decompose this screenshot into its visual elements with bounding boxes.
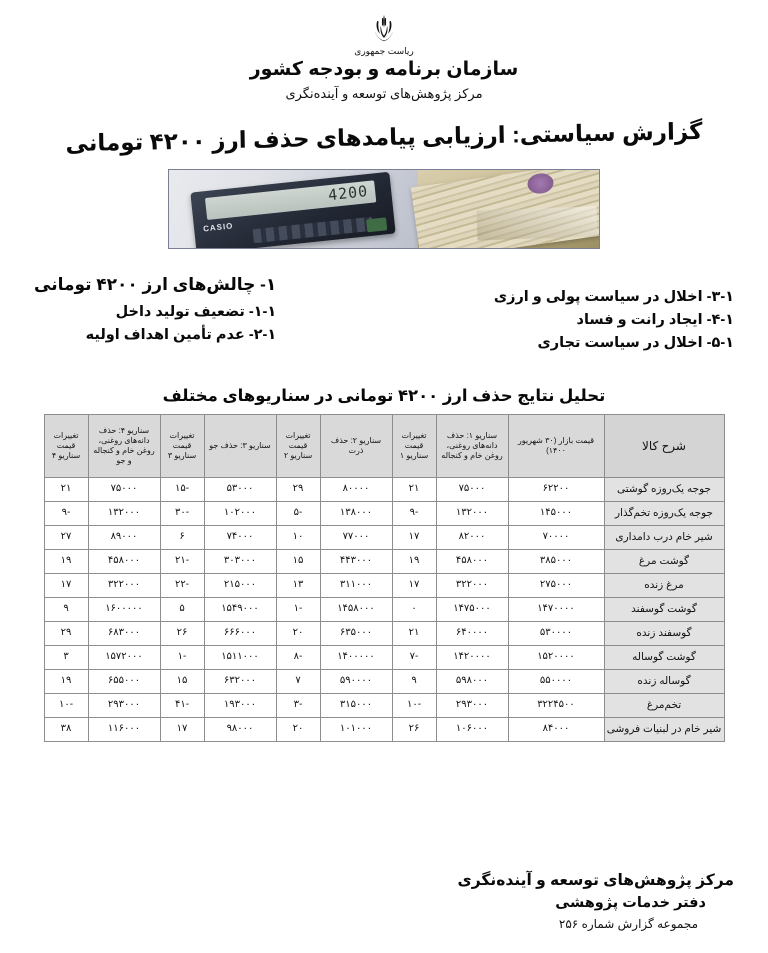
toc-right-column	[34, 275, 276, 350]
toc-item-1-3[interactable]: ۳-۱- اخلال در سیاست پولی و ارزی	[493, 289, 734, 305]
cell-value: ۳۲۲۴۵۰۰	[508, 694, 604, 718]
cell-value: ۵۹۸۰۰۰	[436, 670, 508, 694]
column-header-change-scenario-2: تغییرات قیمت سناریو ۲	[276, 415, 320, 478]
cell-value: ۶۲۲۰۰	[508, 478, 604, 502]
cell-value: ۷۴۰۰۰	[204, 526, 276, 550]
cell-value: ۸۲۰۰۰	[436, 526, 508, 550]
cell-value: ۵	[160, 598, 204, 622]
cell-value: ۳۲۲۰۰۰	[436, 574, 508, 598]
table-row	[44, 646, 724, 670]
footer-center-name: مرکز پژوهش‌های توسعه و آینده‌نگری	[457, 872, 734, 889]
cell-goods-name: جوجه یک‌روزه گوشتی	[604, 478, 724, 502]
cell-value: ۱۵۷۲۰۰۰	[88, 646, 160, 670]
toc-item-1-4[interactable]: ۴-۱- ایجاد رانت و فساد	[576, 312, 734, 328]
banknote-seal-icon	[526, 172, 555, 195]
cell-value: -۸	[276, 646, 320, 670]
cell-value: -۳	[276, 694, 320, 718]
cell-goods-name: شیر خام درب دامداری	[604, 526, 724, 550]
cell-value: ۱۹	[44, 670, 88, 694]
table-title: تحلیل نتایج حذف ارز ۴۲۰۰ تومانی در سناریوهای مختلف	[162, 387, 606, 405]
calculator-equals-key	[366, 217, 387, 232]
cell-value: ۴۴۳۰۰۰	[320, 550, 392, 574]
cell-value: ۲۷	[44, 526, 88, 550]
cell-value: ۱۳	[276, 574, 320, 598]
cell-value: ۱۵	[160, 670, 204, 694]
table-row	[44, 670, 724, 694]
cell-goods-name: جوجه یک‌روزه تخم‌گذار	[604, 502, 724, 526]
cell-value: ۳۲۲۰۰۰	[88, 574, 160, 598]
cell-value: ۹	[392, 670, 436, 694]
cell-value: -۵	[276, 502, 320, 526]
cell-goods-name: شیر خام در لبنیات فروشی	[604, 718, 724, 742]
table-header-row	[44, 415, 724, 478]
cell-value: ۱۱۶۰۰۰	[88, 718, 160, 742]
banknote-highlight	[476, 206, 597, 240]
table-row	[44, 694, 724, 718]
cell-value: ۰	[392, 598, 436, 622]
column-header-scenario-3: سناریو ۳: حذف جو	[204, 415, 276, 478]
table-row	[44, 598, 724, 622]
cell-value: ۱۳۸۰۰۰	[320, 502, 392, 526]
cell-goods-name: گوشت مرغ	[604, 550, 724, 574]
cell-value: ۲۹۳۰۰۰	[436, 694, 508, 718]
cell-value: -۲۱	[160, 550, 204, 574]
cell-value: ۱۵	[276, 550, 320, 574]
cell-value: ۱۷	[44, 574, 88, 598]
cell-value: ۵۳۰۰۰	[204, 478, 276, 502]
footer-report-number: مجموعه گزارش شماره ۲۵۶	[558, 917, 698, 931]
cell-value: ۱۷	[392, 574, 436, 598]
cell-value: ۵۳۰۰۰۰	[508, 622, 604, 646]
cell-value: ۲۱	[392, 478, 436, 502]
cell-goods-name: گوشت گوسفند	[604, 598, 724, 622]
organization-name: سازمان برنامه و بودجه کشور	[249, 59, 519, 80]
cell-value: ۱۷	[392, 526, 436, 550]
column-header-change-scenario-4: تغییرات قیمت سناریو ۴	[44, 415, 88, 478]
cell-value: ۱۴۲۰۰۰۰	[436, 646, 508, 670]
cell-value: -۱۰	[392, 694, 436, 718]
cell-value: -۱۰	[44, 694, 88, 718]
toc-item-1-2[interactable]: ۲-۱- عدم تأمین اهداف اولیه	[85, 327, 277, 343]
cell-value: ۲۹	[44, 622, 88, 646]
cell-value: ۱۳۲۰۰۰	[88, 502, 160, 526]
report-title: گزارش سیاستی: ارزیابی پیامدهای حذف ارز ۴۲۰۰ تومانی	[65, 117, 703, 157]
table-of-contents	[34, 275, 734, 358]
cell-value: -۷	[392, 646, 436, 670]
cell-value: ۶۵۵۰۰۰	[88, 670, 160, 694]
center-name: مرکز پژوهش‌های توسعه و آینده‌نگری	[285, 86, 483, 101]
cell-value: ۶۳۵۰۰۰	[320, 622, 392, 646]
cell-value: ۲۱۵۰۰۰	[204, 574, 276, 598]
cell-goods-name: گوساله زنده	[604, 670, 724, 694]
cell-value: ۷۵۰۰۰	[436, 478, 508, 502]
cell-value: ۲۶	[160, 622, 204, 646]
cell-value: ۳۱۱۰۰۰	[320, 574, 392, 598]
cell-value: ۷۰۰۰۰	[508, 526, 604, 550]
column-header-change-scenario-1: تغییرات قیمت سناریو ۱	[392, 415, 436, 478]
cell-value: ۱۰۶۰۰۰	[436, 718, 508, 742]
cell-value: ۳۱۵۰۰۰	[320, 694, 392, 718]
cell-value: ۱۹	[44, 550, 88, 574]
cell-value: ۸۰۰۰۰	[320, 478, 392, 502]
cell-value: ۸۴۰۰۰	[508, 718, 604, 742]
cell-goods-name: تخم‌مرغ	[604, 694, 724, 718]
cell-value: ۲۰	[276, 622, 320, 646]
table-row	[44, 574, 724, 598]
cell-value: ۲۶	[392, 718, 436, 742]
toc-item-1[interactable]: ۱- چالش‌های ارز ۴۲۰۰ تومانی	[34, 275, 277, 294]
presidency-label: ریاست جمهوری	[354, 46, 414, 56]
cell-value: ۱۵۱۱۰۰۰	[204, 646, 276, 670]
cell-value: ۴۵۸۰۰۰	[436, 550, 508, 574]
cell-value: ۷	[276, 670, 320, 694]
cell-value: ۱۵۲۰۰۰۰	[508, 646, 604, 670]
banner-image	[168, 169, 600, 249]
cell-value: ۹	[44, 598, 88, 622]
column-header-scenario-1: سناریو ۱: حذف دانه‌های روغنی، روغن خام و کنجاله	[436, 415, 508, 478]
cell-value: ۱۰	[276, 526, 320, 550]
table-row	[44, 526, 724, 550]
cell-goods-name: گوسفند زنده	[604, 622, 724, 646]
cell-value: ۶۸۳۰۰۰	[88, 622, 160, 646]
cell-value: ۱۹	[392, 550, 436, 574]
table-row	[44, 718, 724, 742]
column-header-market-price: قیمت بازار (۳۰ شهریور ۱۴۰۰)	[508, 415, 604, 478]
cell-goods-name: مرغ زنده	[604, 574, 724, 598]
cell-value: ۲۷۵۰۰۰	[508, 574, 604, 598]
footer-office-name: دفتر خدمات پژوهشی	[555, 895, 706, 911]
cell-value: ۴۵۸۰۰۰	[88, 550, 160, 574]
cell-value: ۱۴۷۵۰۰۰	[436, 598, 508, 622]
cell-value: ۲۹	[276, 478, 320, 502]
cell-value: -۹	[392, 502, 436, 526]
scenario-analysis-table	[44, 414, 725, 742]
cell-value: ۱۳۲۰۰۰	[436, 502, 508, 526]
cell-value: ۶۴۰۰۰۰	[436, 622, 508, 646]
cell-value: ۱۵۴۹۰۰۰	[204, 598, 276, 622]
cell-value: ۳	[44, 646, 88, 670]
cell-value: ۲۱	[44, 478, 88, 502]
column-header-goods: شرح کالا	[604, 415, 724, 478]
cell-value: ۱۴۵۰۰۰	[508, 502, 604, 526]
cell-value: -۲۲	[160, 574, 204, 598]
footer	[458, 871, 734, 931]
cell-value: ۷۵۰۰۰	[88, 478, 160, 502]
cell-value: ۶۳۲۰۰۰	[204, 670, 276, 694]
cell-value: -۹	[44, 502, 88, 526]
cell-value: ۱۴۵۸۰۰۰	[320, 598, 392, 622]
toc-item-1-1[interactable]: ۱-۱- تضعیف تولید داخل	[115, 304, 277, 320]
cell-value: ۳۸۵۰۰۰	[508, 550, 604, 574]
cell-value: ۲۹۳۰۰۰	[88, 694, 160, 718]
column-header-scenario-4: سناریو ۴: حذف دانه‌های روغنی، روغن خام و کنجاله و جو	[88, 415, 160, 478]
cell-value: ۱۴۷۰۰۰۰	[508, 598, 604, 622]
table-body	[44, 478, 724, 742]
table-row	[44, 550, 724, 574]
cell-value: ۱۰۱۰۰۰	[320, 718, 392, 742]
cell-value: ۸۹۰۰۰	[88, 526, 160, 550]
cell-value: ۶	[160, 526, 204, 550]
cell-value: -۱	[276, 598, 320, 622]
cell-value: ۵۹۰۰۰۰	[320, 670, 392, 694]
cell-value: ۱۴۰۰۰۰۰	[320, 646, 392, 670]
toc-left-column	[494, 275, 734, 358]
cell-value: ۱۷	[160, 718, 204, 742]
calculator-brand-label: CASIO	[202, 221, 234, 234]
cell-value: ۹۸۰۰۰	[204, 718, 276, 742]
column-header-change-scenario-3: تغییرات قیمت سناریو ۳	[160, 415, 204, 478]
cell-value: -۱	[160, 646, 204, 670]
cell-value: ۳۰۳۰۰۰	[204, 550, 276, 574]
cell-value: -۳۰	[160, 502, 204, 526]
cell-value: ۱۰۲۰۰۰	[204, 502, 276, 526]
cell-value: ۷۷۰۰۰	[320, 526, 392, 550]
cell-value: ۱۹۳۰۰۰	[204, 694, 276, 718]
column-header-scenario-2: سناریو ۲: حذف ذرت	[320, 415, 392, 478]
cell-value: ۱۶۰۰۰۰۰	[88, 598, 160, 622]
cell-value: ۲۰	[276, 718, 320, 742]
toc-item-1-5[interactable]: ۵-۱- اخلال در سیاست تجاری	[537, 335, 734, 351]
table-row	[44, 478, 724, 502]
masthead	[0, 0, 768, 102]
cell-value: ۶۶۶۰۰۰	[204, 622, 276, 646]
cell-value: ۵۵۰۰۰۰	[508, 670, 604, 694]
cell-goods-name: گوشت گوساله	[604, 646, 724, 670]
cell-value: -۴۱	[160, 694, 204, 718]
cell-value: ۲۱	[392, 622, 436, 646]
calculator-display-value: 4200	[327, 182, 370, 205]
cell-value: -۱۵	[160, 478, 204, 502]
table-row	[44, 622, 724, 646]
table-row	[44, 502, 724, 526]
cell-value: ۳۸	[44, 718, 88, 742]
iran-emblem-icon	[367, 12, 401, 46]
